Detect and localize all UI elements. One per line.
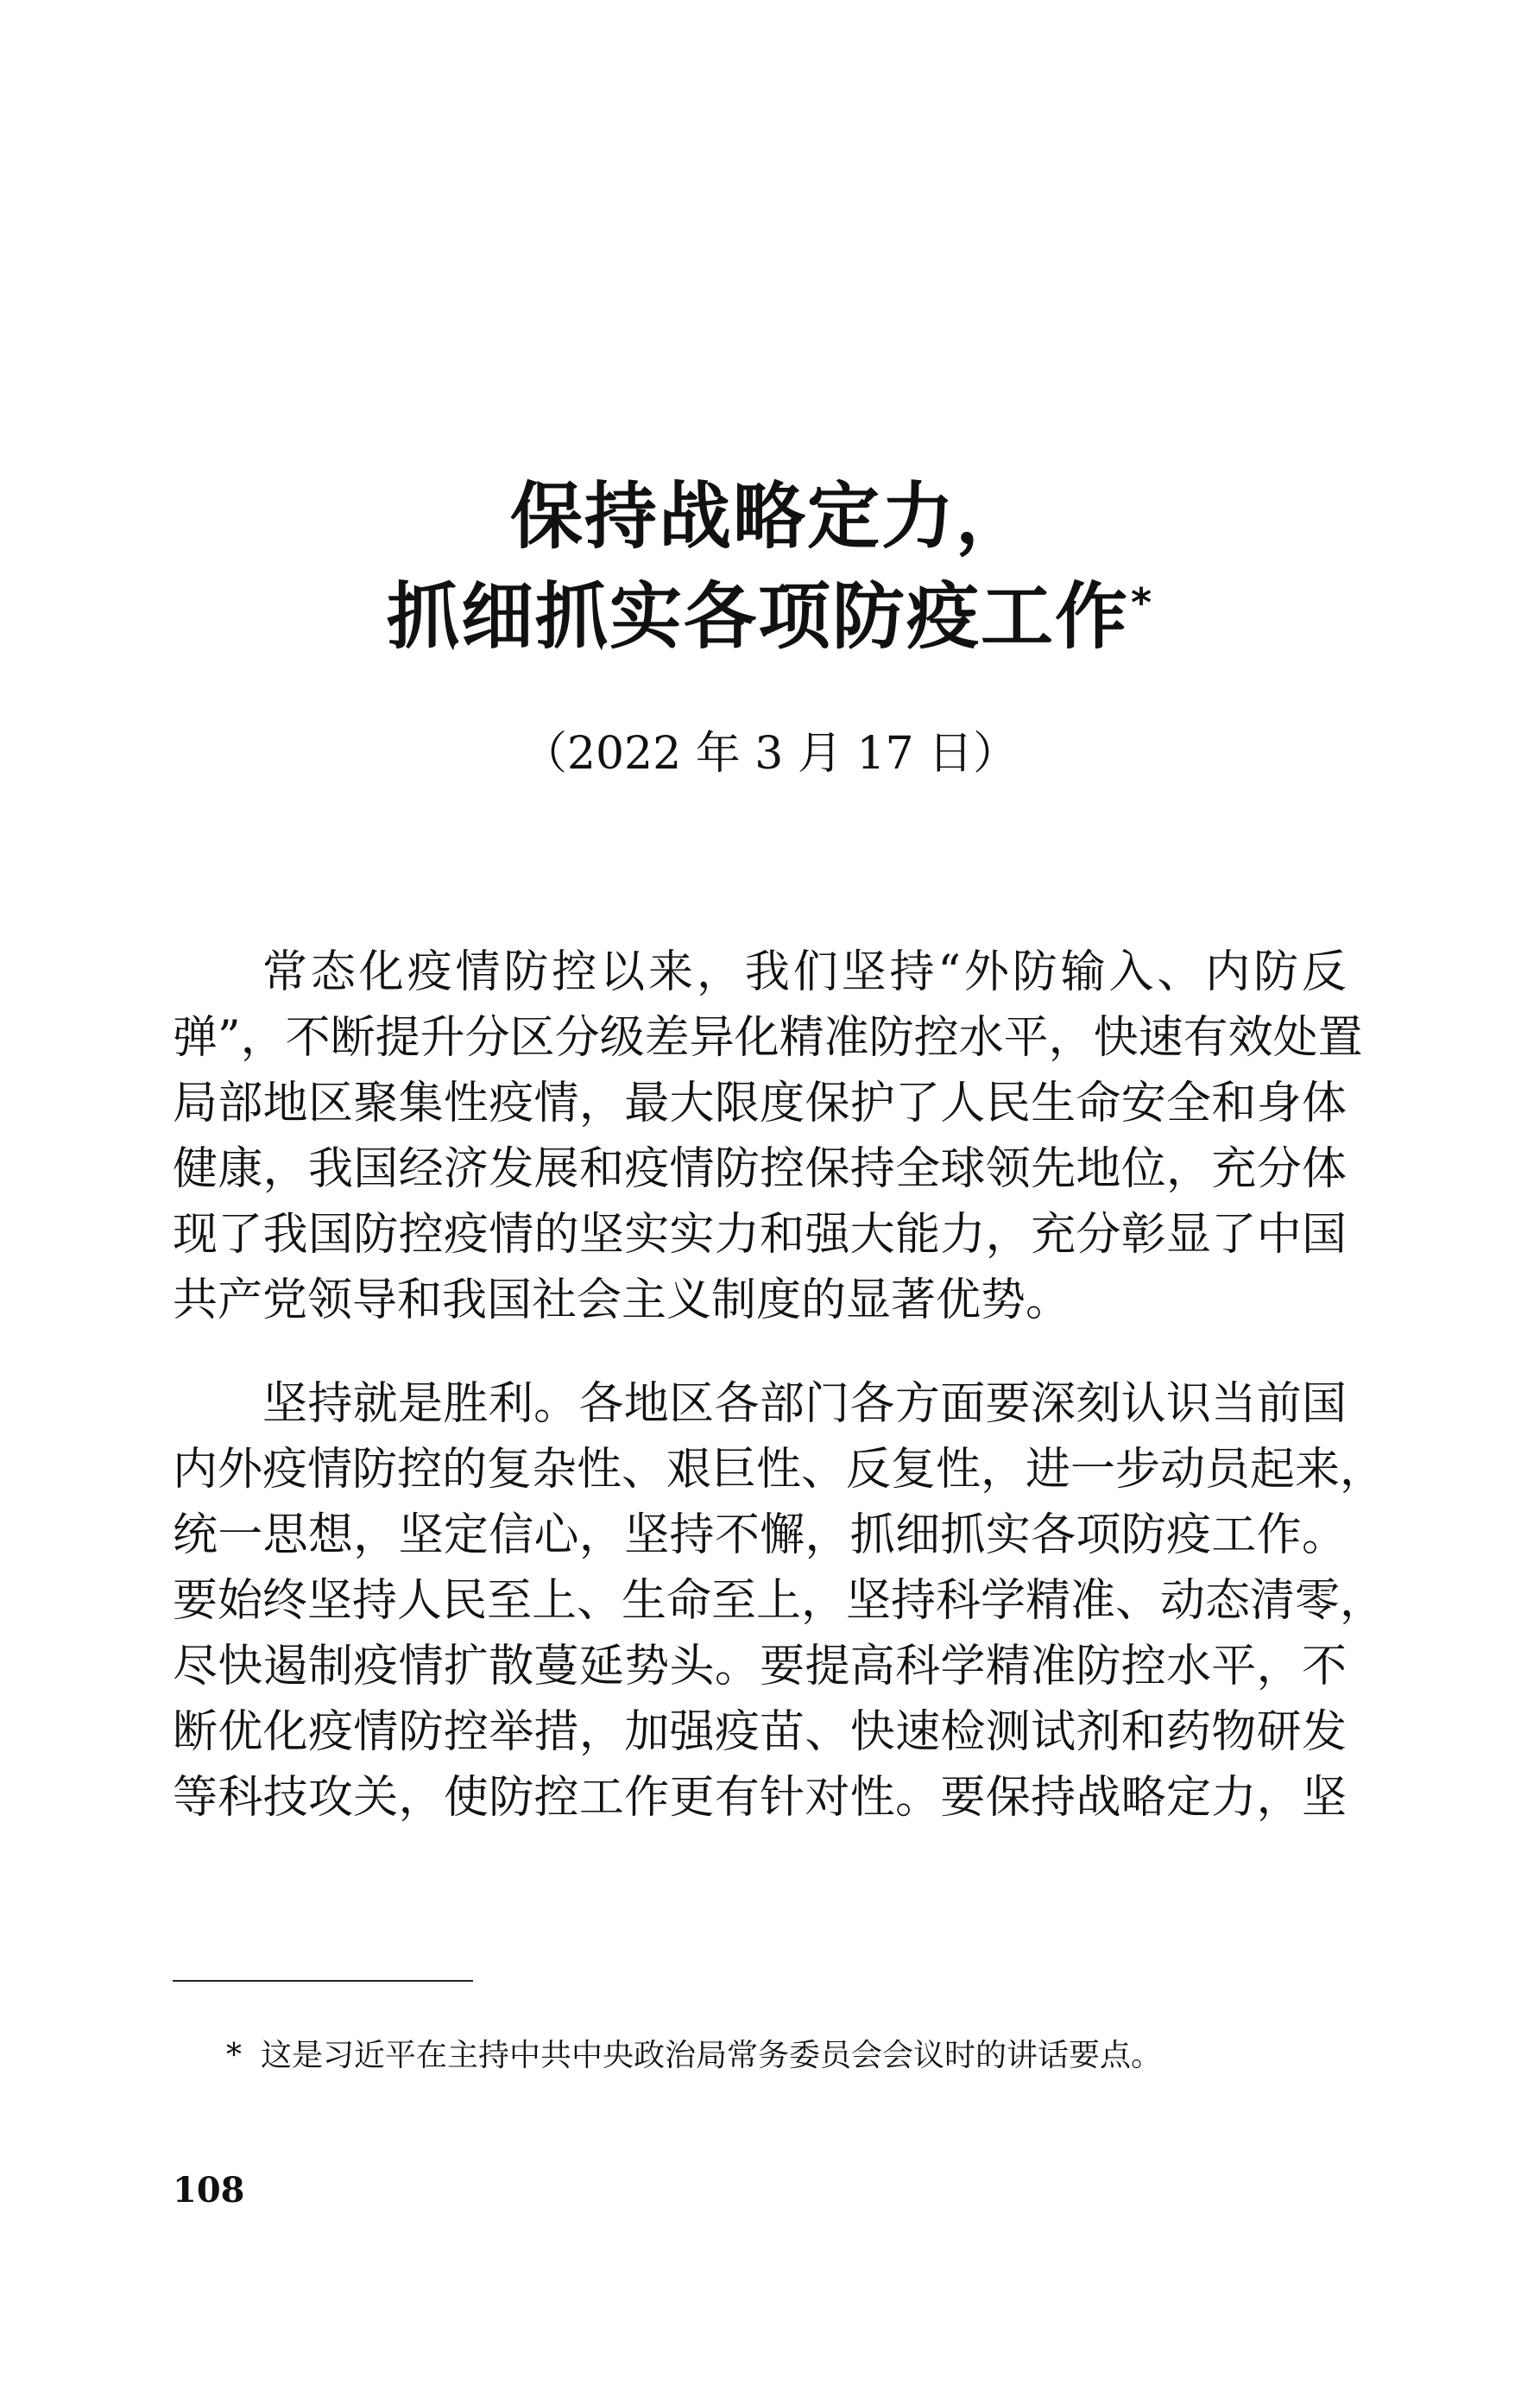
speech-date: （2022 年 3 月 17 日） [521,728,1019,780]
title-line-2-text: 抓细抓实各项防疫工作 [386,574,1129,659]
paragraph-1-line-4: 健康，我国经济发展和疫情防控保持全球领先地位，充分体 [173,1143,1347,1195]
title-line-1-text: 保持战略定力， [509,474,1030,559]
paragraph-2-line-5: 尽快遏制疫情扩散蔓延势头。要提高科学精准防控水平，不 [173,1641,1347,1692]
footnote [226,2034,1162,2078]
footnote-divider [173,1980,473,1982]
title-line-1 [0,473,1540,560]
title-footnote-marker: * [1130,579,1154,626]
page-number: 108 [173,2170,245,2211]
paragraph-2-line-6: 断优化疫情防控举措，加强疫苗、快速检测试剂和药物研发 [173,1706,1347,1758]
paragraph-1-line-2: 弹”，不断提升分区分级差异化精准防控水平，快速有效处置 [173,1012,1363,1064]
paragraph-1-line-3: 局部地区聚集性疫情，最大限度保护了人民生命安全和身体 [173,1078,1347,1129]
paragraph-1-line-5: 现了我国防控疫情的坚实实力和强大能力，充分彰显了中国 [173,1209,1347,1261]
footnote-marker: * [226,2038,242,2073]
footnote-text: 这是习近平在主持中共中央政治局常务委员会会议时的讲话要点。 [261,2038,1163,2073]
paragraph-2-line-1: 坚持就是胜利。各地区各部门各方面要深刻认识当前国 [262,1378,1347,1430]
title-line-2 [0,573,1540,660]
paragraph-2-line-4: 要始终坚持人民至上、生命至上，坚持科学精准、动态清零， [173,1575,1385,1627]
paragraph-2-line-2: 内外疫情防控的复杂性、艰巨性、反复性，进一步动员起来， [173,1444,1385,1496]
paragraph-2-line-7: 等科技攻关，使防控工作更有针对性。要保持战略定力，坚 [173,1772,1347,1824]
paragraph-2-line-3: 统一思想，坚定信心，坚持不懈，抓细抓实各项防疫工作。 [173,1509,1347,1561]
paragraph-1-line-1: 常态化疫情防控以来，我们坚持“外防输入、内防反 [262,946,1347,998]
paragraph-1-line-6: 共产党领导和我国社会主义制度的显著优势。 [173,1275,1071,1326]
